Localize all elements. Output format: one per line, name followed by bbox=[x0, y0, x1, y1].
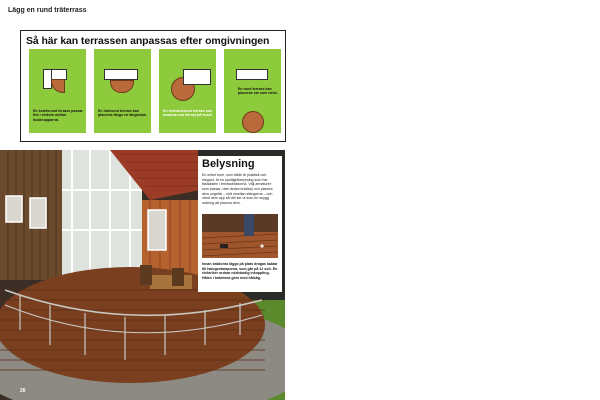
book-page bbox=[0, 0, 285, 400]
panel-caption: En halvrund terrass kan placeras längs en långsidan. bbox=[98, 109, 147, 118]
running-head: Lägg en rund träterrass bbox=[8, 7, 87, 14]
placement-diagram bbox=[20, 30, 286, 142]
panel-caption: En rund terrass kan placeras var som helst. bbox=[238, 87, 278, 96]
deck-round-shape bbox=[242, 111, 264, 133]
house-shape bbox=[236, 69, 268, 80]
diagram-panel-quarter bbox=[29, 49, 86, 133]
sidebar-title: Belysning bbox=[202, 158, 255, 170]
house-shape bbox=[183, 69, 211, 85]
diagram-panel-half bbox=[94, 49, 151, 133]
deck-boards-illustration bbox=[202, 214, 278, 258]
lighting-sidebar bbox=[198, 156, 282, 292]
sidebar-body: En enkel form, som både är praktisk och elegant, är en spotlightbelysning som har fästakslen i terrassbrädorna. Välj armaturer som passar i den ändra brädan) och placera dem ungefär – mitt emellan stängerna – och vänd dem upp så det ser ut som en snygg ordning att placera dem. bbox=[202, 173, 273, 206]
deck-quarter-shape bbox=[51, 79, 65, 93]
page-number: 26 bbox=[20, 388, 26, 394]
house-shape bbox=[104, 69, 138, 80]
diagram-panel-full bbox=[224, 49, 281, 133]
panel-caption: En kvartsrund terrass passar fint i vinkeln mellan husknopparna. bbox=[33, 109, 83, 122]
diagram-title: Så här kan terrassen anpassas efter omgivningen bbox=[26, 35, 270, 47]
panel-caption: En trekvartsrund terrass kan omsluta ena hörnet på huset. bbox=[163, 109, 213, 118]
diagram-panel-three-quarter bbox=[159, 49, 216, 133]
sidebar-photo bbox=[202, 214, 278, 258]
sidebar-photo-caption: Innan brädorna läggs på plats dragas kablar till halogenlamporna, som går på 12 volt. En elektriker ordnar nödvändig inkoppling. Hålen i brädorna görs med hålsåg. bbox=[202, 262, 278, 281]
deck-half-shape bbox=[110, 80, 134, 93]
